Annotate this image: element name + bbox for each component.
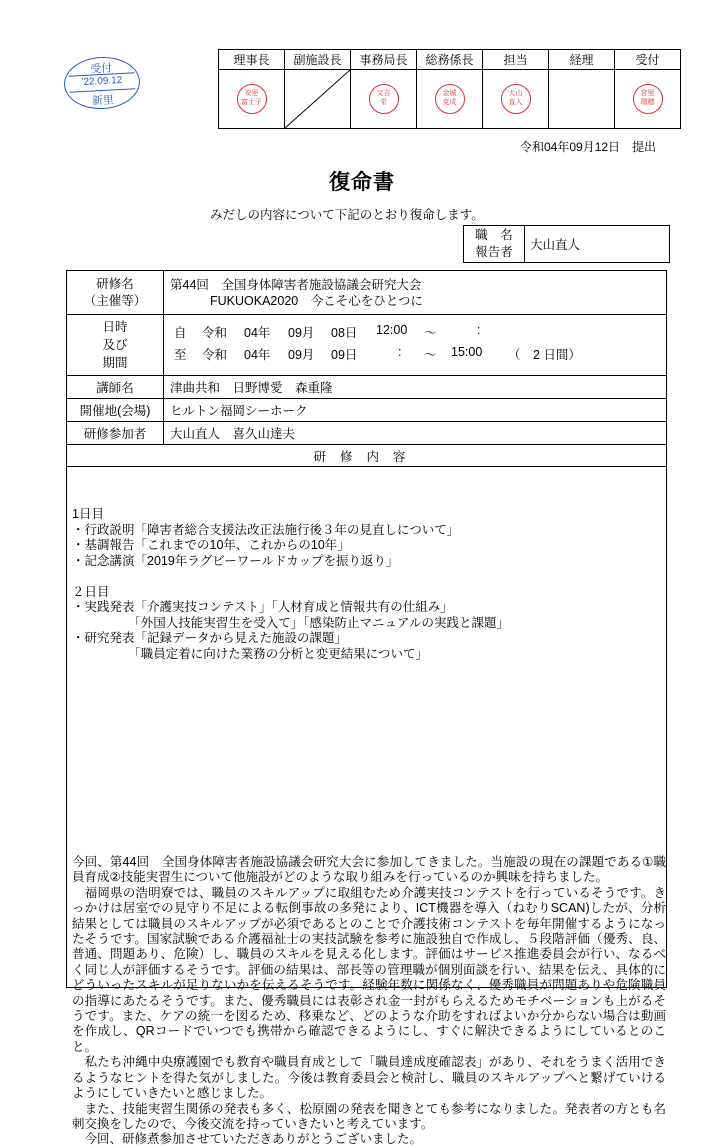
document-subtitle: みだしの内容について下記のとおり復命します。 (210, 208, 484, 222)
from-month: 09月 (288, 326, 315, 340)
lecturer-names: 津曲共和 日野博愛 森重隆 (164, 376, 667, 399)
reporter-name: 大山直人 (525, 226, 670, 263)
to-tilde: ～ (424, 348, 437, 362)
participants-label: 研修参加者 (67, 422, 164, 445)
training-theme: FUKUOKA2020 今こそ心をひとつに (210, 293, 423, 308)
report-paragraph: 今回、研修煮参加させていただきありがとうございました。 (72, 1132, 423, 1147)
from-day: 08日 (331, 326, 358, 340)
to-month: 09月 (288, 348, 315, 362)
seal-reception: 宮里 瑞穂 (633, 84, 663, 114)
to-mark: 至 (174, 348, 187, 362)
approval-cell-general-affairs (417, 70, 483, 129)
training-name (164, 271, 667, 315)
diagonal-line (285, 70, 350, 128)
reporter-table (463, 225, 670, 263)
approval-cell-vice-director (285, 70, 351, 129)
reporter-label: 職 名 報告者 (464, 226, 525, 263)
report-paragraph: 私たち沖縄中央療護園でも教育や職員育成として「職員達成度確認表」があり、それをうまく活用できるようなヒントを得た気がしました。今後は教育委員会と検討し、職員のスキルアップへと繋げていけるようにしていきたいと感じました。 (72, 1055, 666, 1101)
schedule-value (164, 315, 667, 376)
approval-cell-accounting (549, 70, 615, 129)
approval-header-accounting: 経理 (549, 50, 615, 70)
venue-name: ヒルトン福岡シーホーク (164, 399, 667, 422)
submission-date: 令和04年09月12日 提出 (520, 140, 657, 154)
to-time: 15:00 (451, 345, 483, 359)
training-label: 研修名 （主催等） (67, 271, 164, 315)
seal-secretary-general: 又吉 栄 (369, 84, 399, 114)
schedule-to (174, 345, 666, 367)
activity-list: 1日目 ・行政説明「障害者総合支援法改正法施行後３年の見直しについて」 ・基調報告「これまでの10年、これからの10年」 ・記念講演「2019年ラグビーワールドカップを振り返り」 ２日目 ・実践発表「介護実技コンテスト」「人材育成と情報共有の仕組み」 「外国人技能実習生を受入て」「感染防止マニュアルの実践と課題」 ・研究発表「記録データから見えた施設の課題」 「職員定着に向けた業務の分析と変更結果について」 (72, 507, 510, 661)
approval-header-chairman: 理事長 (219, 50, 285, 70)
to-era: 令和 (202, 348, 228, 362)
report-text (72, 855, 666, 1148)
approval-cell-in-charge (483, 70, 549, 129)
duration: （ 2 日間） (508, 348, 581, 362)
schedule-label: 日時 及び 期間 (67, 315, 164, 376)
approval-header-reception: 受付 (615, 50, 681, 70)
to-start-colon: : (398, 345, 402, 359)
participants-names: 大山直人 喜久山達夫 (164, 422, 667, 445)
to-year: 04年 (244, 348, 271, 362)
report-paragraph: また、技能実習生関係の発表も多く、松原園の発表を聞きとても参考になりました。発表者の方とも名刺交換をしたので、今後交流を持っていきたいと考えています。 (72, 1101, 666, 1131)
seal-in-charge: 大山 直人 (501, 84, 531, 114)
approval-cell-chairman (219, 70, 285, 129)
from-tilde: ～ (424, 326, 437, 340)
receipt-stamp-label: 受付 (89, 62, 113, 76)
to-day: 09日 (331, 348, 358, 362)
contents-title: 研修内容 (67, 445, 667, 467)
from-year: 04年 (244, 326, 271, 340)
seal-chairman: 安里 富士子 (237, 84, 267, 114)
training-title: 第44回 全国身体障害者施設協議会研究大会 (170, 277, 422, 292)
report-paragraph: 今回、第44回 全国身体障害者施設協議会研究大会に参加してきました。当施設の現在の課題である①職員育成②技能実習生について他施設がどのような取り組みを行っているのか興味を持ちました。 (72, 855, 666, 885)
approval-header-vice-director: 副施設長 (285, 50, 351, 70)
seal-general-affairs: 金城 克成 (435, 84, 465, 114)
from-mark: 自 (174, 326, 187, 340)
receipt-stamp-date: '22.09.12 (81, 74, 123, 89)
approval-header-in-charge: 担当 (483, 50, 549, 70)
document-title: 復命書 (329, 171, 395, 194)
schedule-from (174, 323, 666, 345)
from-time: 12:00 (376, 323, 408, 337)
lecturer-label: 講師名 (67, 376, 164, 399)
report-paragraph: 福岡県の浩明寮では、職員のスキルアップに取組むため介護実技コンテストを行っているそうです。きっかけは居室での見守り不足による転倒事故の多発により、ICT機器を導入（ねむりSCAN)したが、分析結果としては職員のスキルアップが必須であるとのことで介護技術コンテストを毎年開催するようになったそうです。国家試験である介護福祉士の実技試験を参考に施設独自で作成し、５段階評価（優秀、良、普通、問題あり、危険）し、職員のスキルを見える化します。評価はサービス推進委員会が行い、なるべく同じ人が評価するそうです。評価の結果は、部長等の管理職が個別面談を行い、結果を伝え、具体的にどういったスキルが足りないかを伝えるそうです。経験年数に関係なく、優秀職員が問題ありや危険職員の指導にあたるそうです。また、優秀職員には表彰され金一封がもらえるためモチベーションも上がるそうです。また、ケアの統一を図るため、移乗など、どのような介助をすればよいか分からない場合は動画を作成し、QRコードでいつでも携帯から確認できるようにし、すぐに解決できるようにしているとのこと。 (72, 885, 666, 1054)
receipt-stamp-name: 新里 (91, 94, 115, 108)
from-era: 令和 (202, 326, 228, 340)
from-end-colon: : (477, 323, 481, 337)
approval-header-general-affairs: 総務係長 (417, 50, 483, 70)
approval-cell-reception (615, 70, 681, 129)
receipt-stamp (63, 55, 142, 111)
venue-label: 開催地(会場) (67, 399, 164, 422)
approval-header-secretary-general: 事務局長 (351, 50, 417, 70)
approval-cell-secretary-general (351, 70, 417, 129)
contents-body (67, 467, 667, 1147)
report-form (66, 270, 667, 1147)
approval-table (218, 49, 681, 129)
